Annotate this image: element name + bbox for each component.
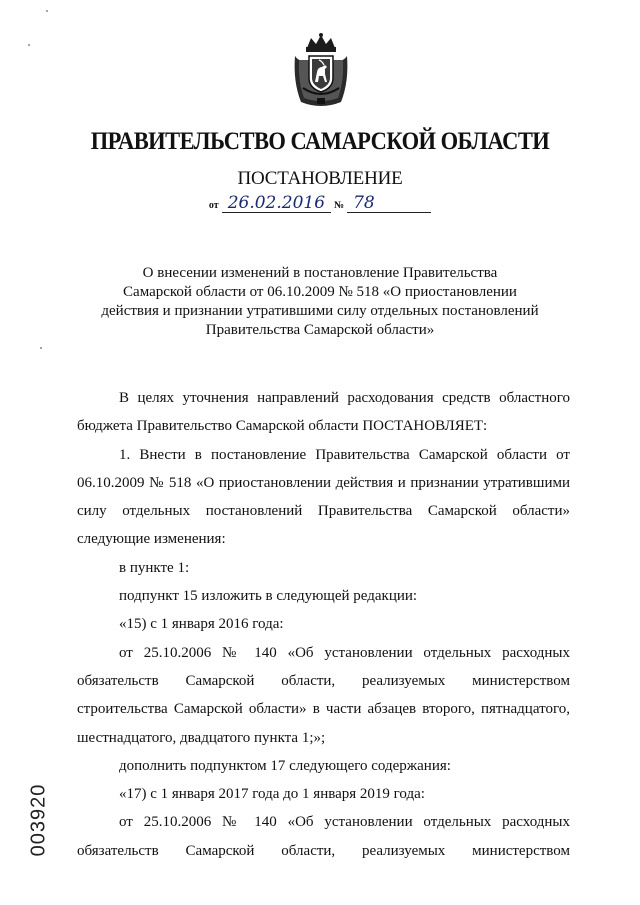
subject-line: действия и признании утратившими силу отдельных постановлений — [101, 303, 539, 319]
document-body — [77, 384, 570, 865]
body-paragraph: от 25.10.2006 № 140 «Об установлении отдельных расходных обязательств Самарской области, реализуемых министерством строительства Самарской области» в части абзацев второго, пятнадцатого, шестнадцатого, двадцатого пункта 1;»; — [77, 644, 570, 746]
document-type: ПОСТАНОВЛЕНИЕ — [237, 168, 403, 189]
samara-coat-of-arms-icon — [291, 32, 351, 112]
serial-number-text: 003920 — [27, 783, 50, 857]
body-paragraph: дополнить подпунктом 17 следующего содержания: — [119, 757, 451, 774]
date-prefix: от — [208, 200, 219, 211]
handwritten-date: 26.02.2016 — [222, 194, 331, 213]
scan-speck — [46, 10, 48, 12]
subject-line: О внесении изменений в постановление Правительства — [142, 265, 498, 281]
date-number-line — [0, 194, 640, 213]
body-paragraph: в пункте 1: — [119, 559, 190, 576]
handwritten-number: 78 — [347, 194, 431, 213]
margin-serial-number — [22, 770, 56, 870]
subject-line: Правительства Самарской области» — [205, 322, 435, 338]
body-paragraph: «17) с 1 января 2017 года до 1 января 2019 года: — [119, 786, 425, 803]
body-paragraph: от 25.10.2006 № 140 «Об установлении отдельных расходных обязательств Самарской области, реализуемых министерством — [77, 814, 570, 859]
body-paragraph: 1. Внести в постановление Правительства Самарской области от 06.10.2009 № 518 «О приостановлении действия и признании утратившими силу отдельных постановлений Правительства Самарской области» следующие изменения: — [77, 446, 570, 548]
subject-line: Самарской области от 06.10.2009 № 518 «О приостановлении — [123, 284, 517, 300]
body-paragraph: В целях уточнения направлений расходования средств областного бюджета Правительство Самарской области ПОСТАНОВЛЯЕТ: — [77, 390, 570, 435]
scan-speck — [40, 347, 42, 349]
government-title: ПРАВИТЕЛЬСТВО САМАРСКОЙ ОБЛАСТИ — [90, 128, 550, 155]
body-paragraph: подпункт 15 изложить в следующей редакции: — [119, 588, 418, 605]
number-prefix: № — [334, 200, 345, 211]
body-paragraph: «15) с 1 января 2016 года: — [119, 616, 284, 633]
scan-speck — [28, 44, 30, 46]
document-subject — [90, 264, 550, 340]
